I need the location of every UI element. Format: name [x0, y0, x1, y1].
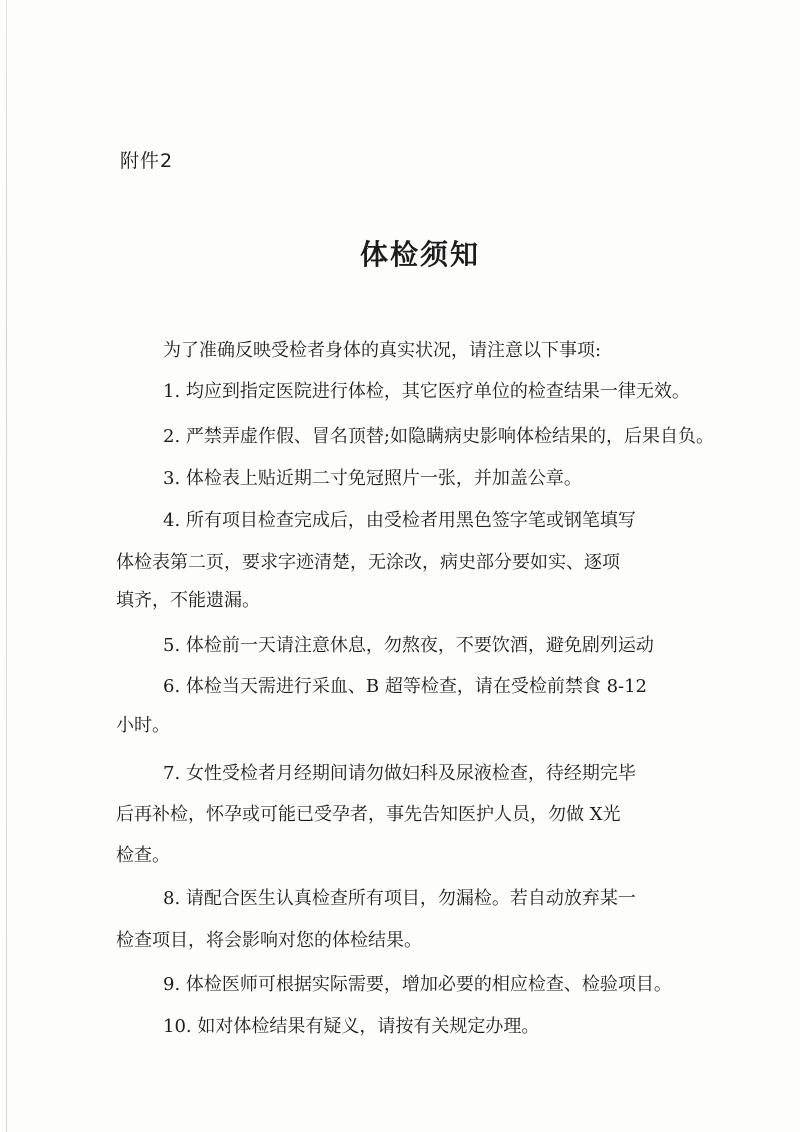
scan-edge-line: [6, 0, 7, 1132]
item-9-line-1: 9. 体检医师可根据实际需要，增加必要的相应检查、检验项目。: [163, 974, 672, 995]
item-4-line-2: 体检表第二页，要求字迹清楚，无涂改，病史部分要如实、逐项: [116, 552, 620, 573]
item-1-line-1: 1. 均应到指定医院进行体检，其它医疗单位的检查结果一律无效。: [163, 381, 690, 402]
item-8-line-1: 8. 请配合医生认真检查所有项目，勿漏检。若自动放弃某一: [163, 888, 636, 909]
item-7-line-1: 7. 女性受检者月经期间请勿做妇科及尿液检查，待经期完毕: [163, 763, 636, 784]
intro-text: 为了准确反映受检者身体的真实状况，请注意以下事项:: [163, 340, 602, 361]
item-8-line-2: 检查项目，将会影响对您的体检结果。: [116, 930, 422, 951]
item-6-line-1: 6. 体检当天需进行采血、B 超等检查，请在受检前禁食 8-12: [163, 676, 648, 697]
item-4-line-3: 填齐，不能遗漏。: [116, 590, 260, 611]
item-2-line-1: 2. 严禁弄虚作假、冒名顶替;如隐瞒病史影响体检结果的，后果自负。: [163, 426, 714, 447]
item-10-line-1: 10. 如对体检结果有疑义，请按有关规定办理。: [163, 1016, 540, 1037]
attachment-label: 附件2: [120, 150, 174, 172]
item-4-line-1: 4. 所有项目检查完成后，由受检者用黑色签字笔或钢笔填写: [163, 510, 636, 531]
item-6-line-2: 小时。: [116, 715, 170, 736]
item-5-line-1: 5. 体检前一天请注意休息，勿熬夜，不要饮酒，避免剧列运动: [163, 635, 654, 656]
item-3-line-1: 3. 体检表上贴近期二寸免冠照片一张，并加盖公章。: [163, 468, 582, 489]
item-7-line-3: 检查。: [116, 845, 170, 866]
item-7-line-2: 后再补检，怀孕或可能已受孕者，事先告知医护人员，勿做 X光: [116, 804, 621, 825]
document-title: 体检须知: [359, 238, 480, 271]
